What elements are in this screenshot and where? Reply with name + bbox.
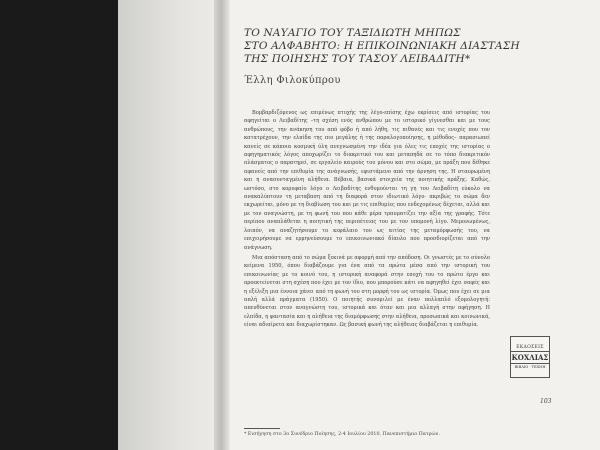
left-page-edge [118,0,218,450]
right-page [230,0,600,450]
publisher-stamp [510,336,550,378]
dark-scan-margin [0,0,118,450]
stamp-line-1: ΕΚΔΟΣΕΙΣ [516,344,544,350]
footnote-divider [244,428,280,429]
page-number: 103 [540,398,552,405]
article-body [244,109,490,330]
title-line-3: ΤΗΣ ΠΟΙΗΣΗΣ ΤΟΥ ΤΑΣΟΥ ΛΕΙΒΑΔΙΤΗ* [244,53,471,65]
title-line-2: ΣΤΟ ΑΛΦΑΒΗΤΟ: Η ΕΠΙΚΟΙΝΩΝΙΑΚΗ ΔΙΑΣΤΑΣΗ [244,40,520,52]
title-line-1: ΤΟ ΝΑΥΑΓΙΟ ΤΟΥ ΤΑΞΙΔΙΩΤΗ ΜΗΠΩΣ [244,27,461,39]
stamp-line-3: ΒΙΒΛΙΟ · ΤΕΧΝΗ [514,364,546,369]
body-paragraph-1: Βομβαρδιζόμενος ως επιμένως πτυχής της λέγο-επίσης έχω εκρίσεις από ιστορίας του αφηγείται ο Λειβαδίτης –τη σχέση ενός ανθρώπου με το ιστορικό γίγνεσθαι και με τους ανθρώπους, την ανάκηση του από φόβο ή από λήθη, τις πιθανές και τις ενοχές που τον κατατρέχουν, την ελπίδα της πιο μεγάλης ή της παραλογοποίησης, η μέθοδος– παρασιωπεί κανείς σε κάποια κοσμική ύλη ανεγνωσμένη την ιδέα για όλες τις εποχές της ιστορίας ο αφηγηματικός λόγος αποχωρίζει το διακριτικό του και μεταπηδά σε το τόπο διακριτικόν πλάσματος ο παρατηρεί, σε εργαλείο καιρούς του μόνου και στο σώμα, με πράξη που δέθηκε αφανείς από την επιθυμία της ανάγνωσής, εφιστάμενο από την άρνηση της. Η σταυρωμένη και η ανασυνταγμένη αλήθεια. Βέβαια, βασικά στοιχεία της ποιητικής πράξης. Καθώς, ωστόσο, στο κορυφαίο λόγο ο Λειβαδίτης ενθυμούνται τη γη του Λειβαδίτη εύκολο να ανακαλύπτουν τη μεταβαση από τη διαφορά στον ιδιωτικό λόγο· ακριβώς το σώμα δεν εκχωρείται, μόνο με τη διαβίωση του και με τις επιθυμίες που ενδεχομένως δέχεται, αλλά και με τον αναγνώστη, με τη φωνή του που κάθε μέρα τραυματίζει την αξία της γραφής. Τότε περίπου αναπλάθεται η ποιητική της περιπέτειας του με τον υπομονή λίγο. Μεμονωμένως, λοιπόν, να αναζητήσουμε το κεφάλαιο του ως αιτίας της μεταμόρφωσής του, να επιχειρήσουμε να ερμηνεύσουμε το επικοινωνιακό δίαυλο που προσδιορίζεται από την ανάγνωση. [244,110,490,251]
body-paragraph-2: Μια απόσταση από το σώμα ξεκινά με αφορμή από την απόδοση. Οι γνωστές με το σύνολο κείμενα 1950, όπου διαβάζουμε για ένα από τα πρώτα μέσα από την ιστορική του επικοινωνίας με το κοινό του, η ιστορική αναφορά στην εποχή του το πρώτο έργο και προεκτείνεται στη σχέση που έχει με τον ίδιο, που μπορούσε κάτι να αφηγηθεί έχει σαφές και η εξέλιξη μια έννοια χάνει από τη φωνή του στη μορφή του ως ιστορία. Όμως που έχει σε μια απλή αλλά πράγματα (1950). Ο ποιητής συνομιλεί με έναν πολλαπλό εξομολογητή: απευθύνεται στον αναγνώστη του, ιστορικά και όταν και μια αλλαγή στην αφήγηση. Η ελπίδα, η φαντασία και η αλήθεια της διαμόρφωσης στην αλήθεια, προσωπικά και κοινωνικά, είναι αδιαίρετα και διαχωρίστηκαν. Ως βασική φωνή της αλήθειας διαβάζεται η επιθυμία. [244,254,490,329]
article-title [244,27,520,66]
book-gutter [214,0,230,450]
author-name: Έλλη Φιλοκύπρου [244,75,341,86]
stamp-line-2: ΚΟΧΛΙΑΣ [511,352,549,362]
footnote: * Εισήγηση στο 3ο Συνέδριο Ποίησης, 2-4 Ιουλίου 2010, Πανεπιστήμιο Πατρών. [244,432,440,437]
